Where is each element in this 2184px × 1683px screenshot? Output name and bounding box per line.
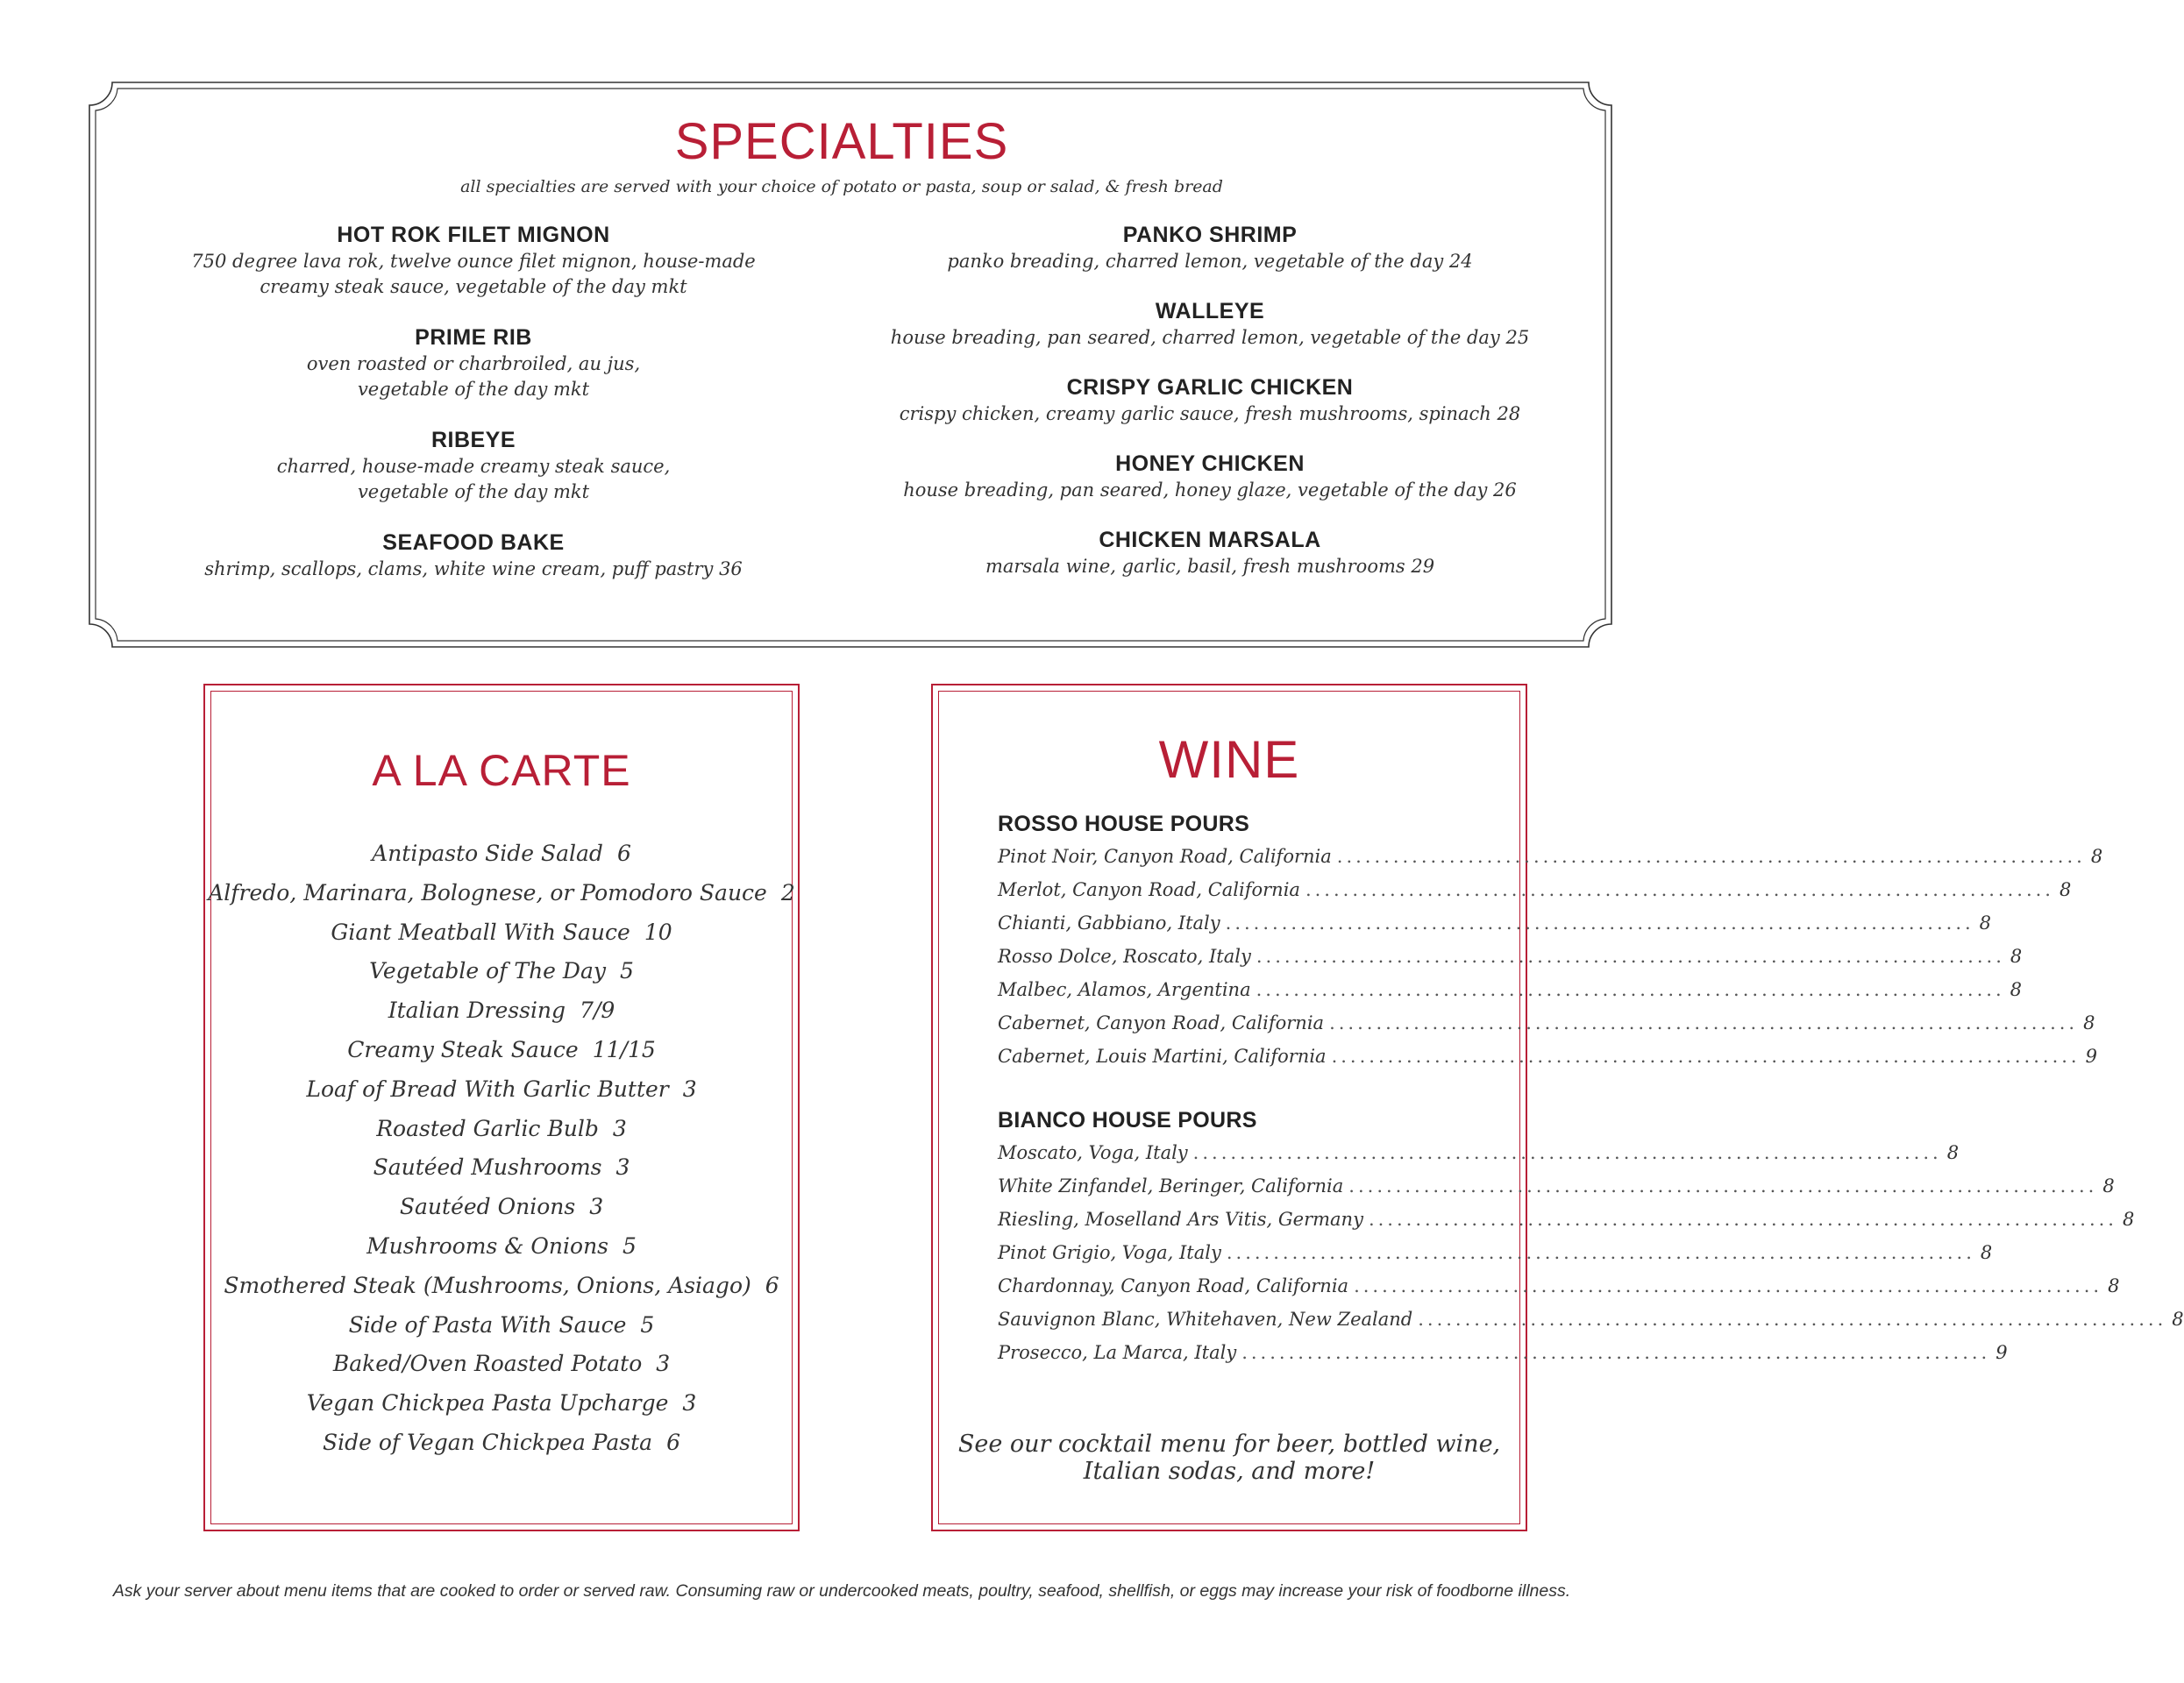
dish-name: CRISPY GARLIC CHICKEN — [1066, 375, 1354, 400]
food-safety-disclaimer: Ask your server about menu items that are cooked to order or served raw. Consuming raw or undercooked meats, poultry, seafood, shellfish, or eggs may increase your risk of foodborne illness. — [112, 1581, 1571, 1601]
dish-item — [140, 529, 807, 631]
wine-name: White Zinfandel, Beringer, California — [998, 1175, 1344, 1197]
dish-name: SEAFOOD BAKE — [382, 530, 565, 555]
item-price: 11/15 — [592, 1036, 656, 1062]
wine-price: 8 — [2122, 1209, 2135, 1230]
dish-description: oven roasted or charbroiled, au jus, vegetable of the day mkt — [306, 353, 641, 400]
specialties-right-column — [877, 221, 1543, 602]
item-price: 3 — [656, 1351, 671, 1377]
wine-name: Merlot, Canyon Road, California — [998, 879, 1300, 900]
dish-item — [877, 526, 1543, 602]
wine-name: Riesling, Moselland Ars Vitis, Germany — [998, 1209, 1363, 1230]
item-price: 2 — [780, 879, 795, 905]
item-price: 3 — [615, 1154, 630, 1181]
wine-name: Pinot Grigio, Voga, Italy — [998, 1242, 1221, 1263]
dish-description: shrimp, scallops, clams, white wine cream, puff pastry 36 — [204, 558, 743, 579]
dish-name: WALLEYE — [1155, 299, 1265, 323]
wine-name: Cabernet, Canyon Road, California — [998, 1012, 1325, 1033]
wine-price: 8 — [2083, 1012, 2095, 1033]
wine-row — [998, 906, 1992, 940]
section-heading: BIANCO HOUSE POURS — [998, 1108, 1257, 1133]
dish-description: house breading, pan seared, charred lemon, vegetable of the day 25 — [890, 327, 1530, 348]
list-item — [205, 991, 798, 1031]
wine-name: Chianti, Gabbiano, Italy — [998, 913, 1220, 934]
item-name: Alfredo, Marinara, Bolognese, or Pomodoro Sauce — [208, 879, 767, 905]
item-price: 3 — [612, 1115, 627, 1141]
wine-box — [931, 684, 2184, 1531]
dish-description: marsala wine, garlic, basil, fresh mushrooms 29 — [985, 556, 1435, 577]
dot-leader: ................................................................................ — [1226, 1242, 1975, 1263]
specialties-subtitle: all specialties are served with your choice of potato or pasta, soup or salad, & fresh bread — [460, 177, 1223, 196]
dish-item — [140, 426, 807, 529]
bianco-section — [998, 1104, 2184, 1369]
wine-name: Pinot Noir, Canyon Road, California — [998, 846, 1332, 867]
dot-leader: ................................................................................ — [1256, 946, 2005, 967]
item-name: Smothered Steak (Mushrooms, Onions, Asiago) — [224, 1272, 751, 1298]
wine-row — [998, 1006, 2095, 1040]
wine-name: Malbec, Alamos, Argentina — [998, 979, 1251, 1000]
wine-price: 9 — [2085, 1046, 2097, 1067]
wine-price: 8 — [2010, 979, 2023, 1000]
item-price: 5 — [622, 1232, 637, 1259]
list-item — [205, 834, 798, 874]
list-item — [205, 1306, 798, 1346]
dot-leader: ................................................................................ — [1331, 1046, 2081, 1067]
dish-description: 750 degree lava rok, twelve ounce filet mignon, house-made creamy steak sauce, vegetable of the day mkt — [191, 251, 756, 297]
dot-leader: ................................................................................ — [1354, 1275, 2103, 1296]
dish-item — [877, 297, 1543, 373]
a-la-carte-list — [205, 834, 798, 1463]
item-name: Loaf of Bread With Garlic Butter — [306, 1076, 669, 1102]
wine-row — [998, 873, 2072, 906]
wine-row — [998, 1336, 2008, 1369]
wine-price: 8 — [2108, 1275, 2120, 1296]
list-item — [205, 1384, 798, 1424]
dish-name: HONEY CHICKEN — [1115, 451, 1305, 476]
list-item — [205, 1110, 798, 1149]
specialties-title: SPECIALTIES — [674, 113, 1009, 170]
cocktail-menu-note: See our cocktail menu for beer, bottled wine, Italian sodas, and more! — [957, 1431, 1501, 1485]
item-name: Roasted Garlic Bulb — [376, 1115, 599, 1141]
wine-name: Rosso Dolce, Roscato, Italy — [998, 946, 1251, 967]
item-price: 5 — [640, 1311, 655, 1338]
dot-leader: ................................................................................ — [1368, 1209, 2117, 1230]
list-item — [205, 1267, 798, 1306]
list-item — [205, 913, 798, 953]
wine-price: 8 — [1946, 1142, 1960, 1163]
dish-name: RIBEYE — [430, 428, 516, 452]
item-name: Creamy Steak Sauce — [347, 1036, 579, 1062]
wine-name: Chardonnay, Canyon Road, California — [998, 1275, 1349, 1296]
wine-price: 8 — [2102, 1175, 2115, 1197]
item-name: Italian Dressing — [388, 998, 566, 1024]
dot-leader: ................................................................................ — [1329, 1012, 2079, 1033]
item-name: Baked/Oven Roasted Potato — [332, 1351, 643, 1377]
a-la-carte-title: A LA CARTE — [372, 746, 631, 795]
list-item — [205, 1424, 798, 1463]
item-name: Mushrooms & Onions — [366, 1232, 609, 1259]
wine-row — [998, 1269, 2120, 1303]
wine-name: Cabernet, Louis Martini, California — [998, 1046, 1327, 1067]
wine-row — [998, 1136, 1960, 1169]
list-item — [205, 1345, 798, 1384]
wine-name: Moscato, Voga, Italy — [998, 1142, 1188, 1163]
rosso-section — [998, 808, 2103, 1073]
item-price: 6 — [616, 841, 631, 866]
item-name: Sautéed Onions — [399, 1194, 576, 1220]
wine-title: WINE — [1158, 730, 1300, 789]
list-item — [205, 1227, 798, 1267]
dish-description: house breading, pan seared, honey glaze, vegetable of the day 26 — [903, 479, 1517, 501]
wine-price: 8 — [1980, 1242, 1993, 1263]
item-price: 3 — [589, 1194, 604, 1220]
list-item — [205, 1148, 798, 1188]
wine-name: Prosecco, La Marca, Italy — [998, 1342, 1237, 1363]
dish-name: HOT ROK FILET MIGNON — [337, 223, 610, 247]
dot-leader: ................................................................................ — [1241, 1342, 1991, 1363]
item-name: Vegan Chickpea Pasta Upcharge — [306, 1390, 669, 1417]
item-name: Side of Vegan Chickpea Pasta — [323, 1429, 653, 1455]
item-name: Side of Pasta With Sauce — [348, 1311, 627, 1338]
item-price: 3 — [682, 1390, 697, 1417]
dish-item — [877, 373, 1543, 450]
dish-name: CHICKEN MARSALA — [1099, 528, 1321, 552]
dish-item — [140, 323, 807, 426]
wine-row — [998, 1040, 2097, 1073]
wine-row — [998, 1169, 2115, 1203]
dot-leader: ................................................................................ — [1336, 846, 2086, 867]
dot-leader: ................................................................................ — [1192, 1142, 1942, 1163]
dot-leader: ................................................................................ — [1225, 913, 1974, 934]
list-item — [205, 1188, 798, 1227]
list-item — [205, 1031, 798, 1070]
dish-description: crispy chicken, creamy garlic sauce, fresh mushrooms, spinach 28 — [899, 403, 1521, 424]
dish-item — [140, 221, 807, 323]
wine-price: 8 — [2010, 946, 2023, 967]
dot-leader: ................................................................................ — [1305, 879, 2054, 900]
wine-row — [998, 840, 2103, 873]
dot-leader: ................................................................................ — [1418, 1309, 2167, 1330]
specialties-left-column — [140, 221, 807, 631]
item-price: 5 — [619, 958, 634, 984]
wine-row — [998, 940, 2023, 973]
wine-price: 8 — [2090, 846, 2103, 867]
dish-name: PANKO SHRIMP — [1122, 223, 1298, 247]
item-name: Sautéed Mushrooms — [373, 1154, 602, 1181]
item-name: Antipasto Side Salad — [372, 841, 603, 866]
wine-price: 8 — [2172, 1309, 2184, 1330]
item-price: 3 — [682, 1076, 697, 1102]
list-item — [205, 874, 798, 913]
dish-item — [877, 450, 1543, 526]
item-name: Giant Meatball With Sauce — [331, 919, 630, 945]
item-name: Vegetable of The Day — [369, 958, 606, 984]
wine-price: 8 — [1979, 913, 1992, 934]
dish-description: panko breading, charred lemon, vegetable of the day 24 — [947, 251, 1473, 272]
item-price: 10 — [644, 919, 672, 945]
item-price: 6 — [765, 1272, 779, 1298]
wine-price: 9 — [1995, 1342, 2008, 1363]
wine-row — [998, 1236, 1993, 1269]
wine-row — [998, 973, 2023, 1006]
dish-name: PRIME RIB — [415, 325, 532, 350]
item-price: 7/9 — [580, 998, 615, 1024]
dot-leader: ................................................................................ — [1348, 1175, 2098, 1197]
dish-item — [877, 221, 1543, 297]
item-price: 6 — [666, 1429, 680, 1455]
wine-name: Sauvignon Blanc, Whitehaven, New Zealand — [998, 1309, 1413, 1330]
list-item — [205, 952, 798, 991]
dot-leader: ................................................................................ — [1256, 979, 2005, 1000]
section-heading: ROSSO HOUSE POURS — [998, 812, 1250, 836]
list-item — [205, 1070, 798, 1110]
a-la-carte-box — [203, 684, 800, 1531]
wine-row — [998, 1303, 2184, 1336]
wine-row — [998, 1203, 2135, 1236]
wine-price: 8 — [2059, 879, 2072, 900]
dish-description: charred, house-made creamy steak sauce, vegetable of the day mkt — [276, 456, 671, 502]
